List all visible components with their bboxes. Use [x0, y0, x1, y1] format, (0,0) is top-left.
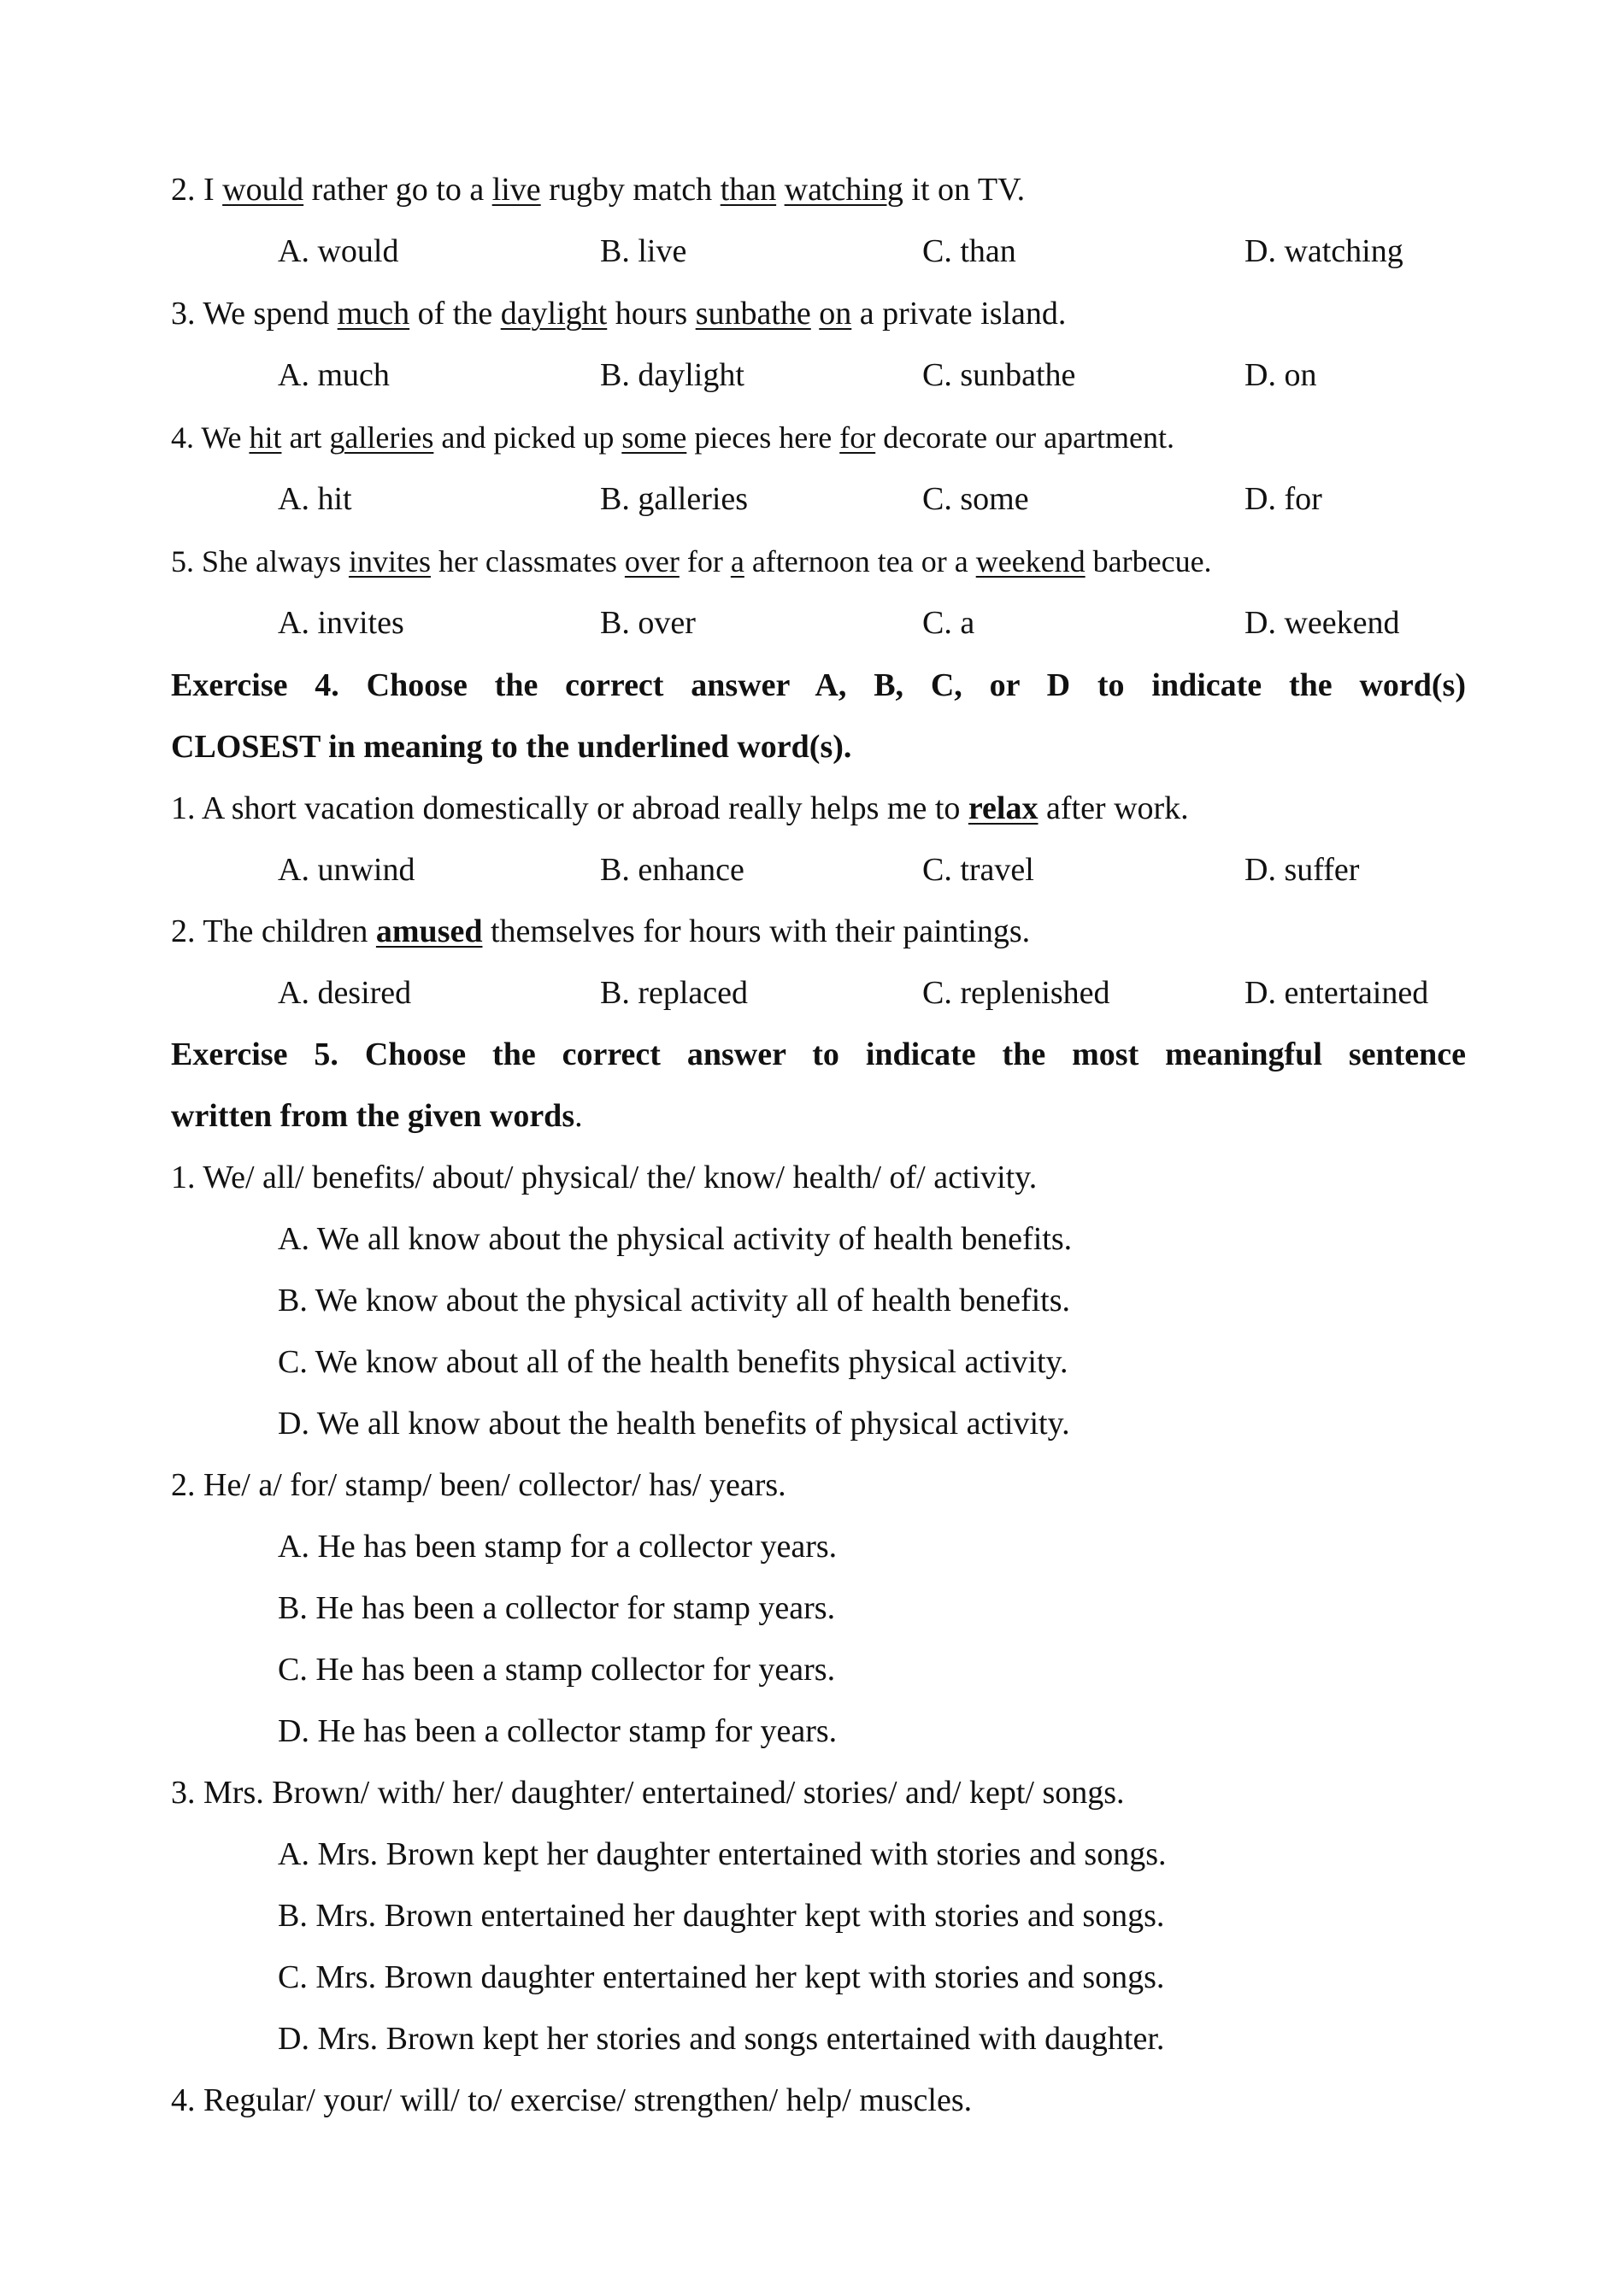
option-c: C. some	[922, 481, 1029, 517]
option-a: A. desired	[278, 975, 412, 1011]
options-ex3-4	[278, 479, 1474, 520]
option-d: D. weekend	[1244, 605, 1400, 641]
option-c: C. than	[922, 233, 1016, 269]
option-d: D. watching	[1244, 233, 1403, 269]
option-a: A. much	[278, 357, 390, 393]
exercise-4-heading: Exercise 4. Choose the correct answer A, B, C, or D to indicate the word(s)	[171, 667, 1466, 703]
underlined-word: weekend	[975, 544, 1086, 578]
question-ex5-2: 2. He/ a/ for/ stamp/ been/ collector/ has/ years.	[171, 1467, 786, 1503]
choice-b: B. We know about the physical activity all of health benefits.	[278, 1283, 1071, 1318]
choice-b: B. He has been a collector for stamp years.	[278, 1590, 836, 1626]
question-ex4-2: 2. The children amused themselves for hours with their paintings.	[171, 913, 1031, 949]
options-ex3-2	[278, 231, 1474, 272]
exercise-4-heading-cont: CLOSEST in meaning to the underlined word(s).	[171, 729, 852, 765]
question-ex5-1: 1. We/ all/ benefits/ about/ physical/ the/ know/ health/ of/ activity.	[171, 1160, 1038, 1195]
choice-d: D. He has been a collector stamp for years.	[278, 1713, 838, 1749]
option-c: C. travel	[922, 852, 1034, 888]
option-a: A. hit	[278, 481, 352, 517]
question-ex3-5: 5. She always invites her classmates over for a afternoon tea or a weekend barbecue.	[171, 544, 1212, 578]
option-b: B. galleries	[600, 481, 749, 517]
choice-a: A. Mrs. Brown kept her daughter entertained with stories and songs.	[278, 1836, 1167, 1872]
choice-d: D. We all know about the health benefits of physical activity.	[278, 1406, 1070, 1442]
underlined-word: a	[730, 544, 744, 578]
exercise-5-heading-cont: written from the given words.	[171, 1098, 583, 1134]
choice-a: A. He has been stamp for a collector years.	[278, 1529, 838, 1565]
option-d: D. entertained	[1244, 975, 1429, 1011]
choice-a: A. We all know about the physical activity of health benefits.	[278, 1221, 1073, 1257]
underlined-word: watching	[784, 172, 903, 208]
option-b: B. enhance	[600, 852, 744, 888]
underlined-word: some	[621, 420, 687, 455]
question-ex3-2: 2. I would rather go to a live rugby match than watching it on TV.	[171, 172, 1026, 208]
choice-c: C. We know about all of the health benefits physical activity.	[278, 1344, 1068, 1380]
underlined-word: for	[839, 420, 876, 455]
underlined-word: galleries	[329, 420, 434, 455]
underlined-word: invites	[348, 544, 431, 578]
question-ex3-3: 3. We spend much of the daylight hours sunbathe on a private island.	[171, 296, 1067, 332]
option-d: D. for	[1244, 481, 1322, 517]
question-ex5-3: 3. Mrs. Brown/ with/ her/ daughter/ entertained/ stories/ and/ kept/ songs.	[171, 1775, 1125, 1811]
choice-c: C. Mrs. Brown daughter entertained her kept with stories and songs.	[278, 1959, 1165, 1995]
option-c: C. a	[922, 605, 975, 641]
option-b: B. replaced	[600, 975, 749, 1011]
option-a: A. unwind	[278, 852, 415, 888]
exercise-5-heading: Exercise 5. Choose the correct answer to indicate the most meaningful sentence	[171, 1036, 1466, 1072]
options-ex4-2	[278, 972, 1474, 1013]
underlined-word: sunbathe	[695, 296, 811, 332]
choice-b: B. Mrs. Brown entertained her daughter kept with stories and songs.	[278, 1898, 1165, 1934]
option-d: D. on	[1244, 357, 1317, 393]
question-ex5-4: 4. Regular/ your/ will/ to/ exercise/ strengthen/ help/ muscles.	[171, 2082, 973, 2118]
options-ex4-1	[278, 849, 1474, 890]
option-c: C. replenished	[922, 975, 1110, 1011]
options-ex3-5	[278, 602, 1474, 643]
choice-d: D. Mrs. Brown kept her stories and songs entertained with daughter.	[278, 2021, 1165, 2057]
underlined-word: much	[337, 296, 410, 332]
question-ex3-4: 4. We hit art galleries and picked up some pieces here for decorate our apartment.	[171, 420, 1175, 455]
option-b: B. over	[600, 605, 696, 641]
underlined-word: than	[720, 172, 777, 208]
option-a: A. would	[278, 233, 399, 269]
underlined-word: daylight	[500, 296, 608, 332]
underlined-word: relax	[968, 790, 1039, 826]
options-ex3-3	[278, 355, 1474, 396]
question-ex4-1: 1. A short vacation domestically or abroad really helps me to relax after work.	[171, 790, 1189, 826]
choice-c: C. He has been a stamp collector for years.	[278, 1652, 836, 1688]
option-b: B. daylight	[600, 357, 744, 393]
option-c: C. sunbathe	[922, 357, 1076, 393]
underlined-word: on	[819, 296, 852, 332]
option-d: D. suffer	[1244, 852, 1360, 888]
option-b: B. live	[600, 233, 687, 269]
underlined-word: would	[222, 172, 304, 208]
underlined-word: over	[624, 544, 680, 578]
underlined-word: live	[491, 172, 541, 208]
option-a: A. invites	[278, 605, 404, 641]
underlined-word: hit	[249, 420, 282, 455]
underlined-word: amused	[375, 913, 483, 949]
